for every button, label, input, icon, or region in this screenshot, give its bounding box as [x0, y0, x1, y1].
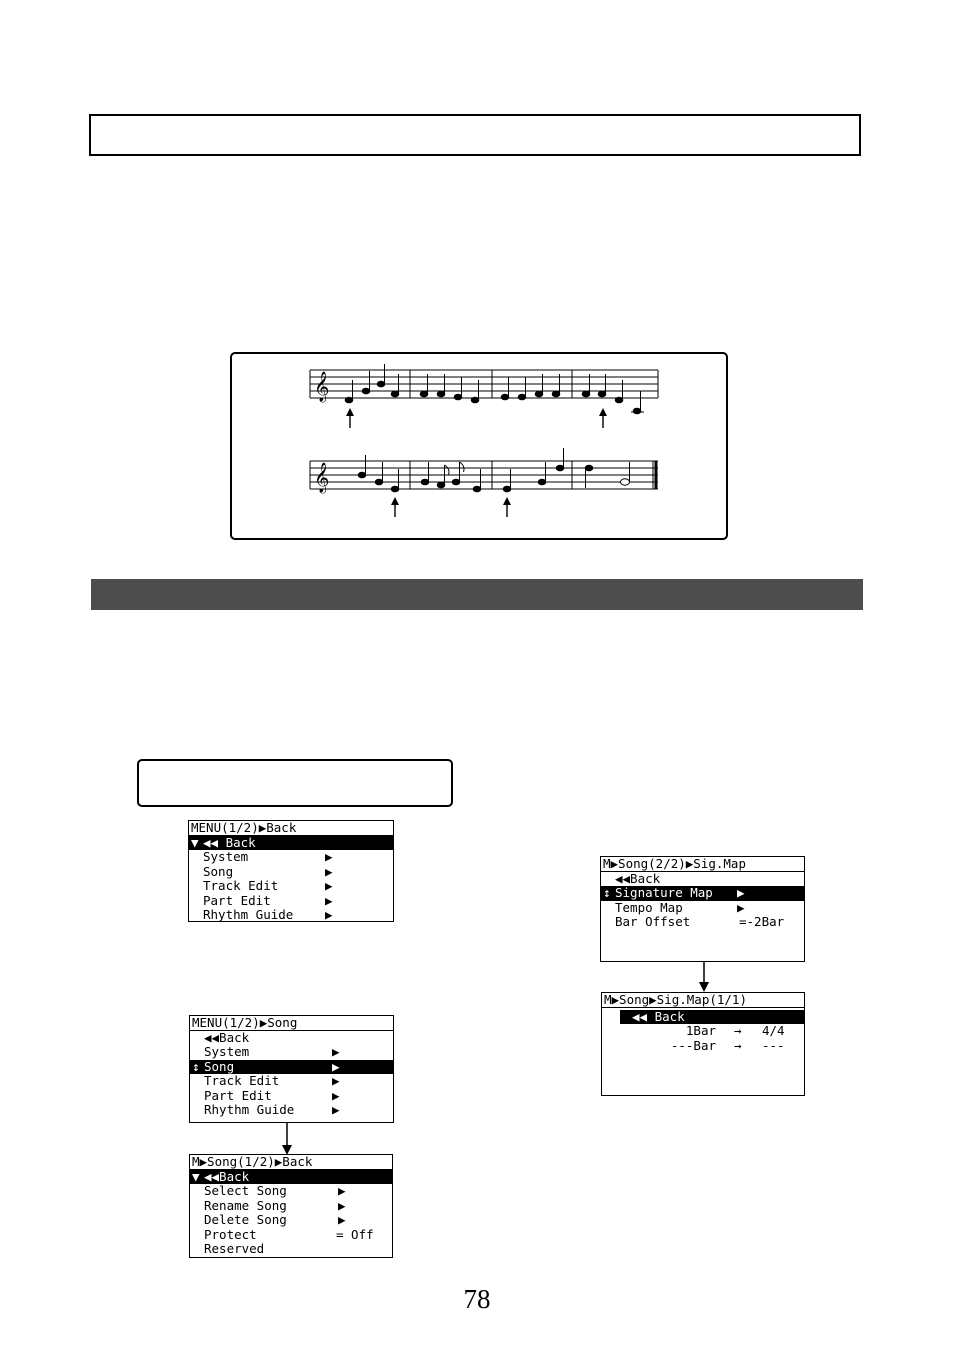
- scroll-marker-icon: ▼: [191, 835, 199, 850]
- lcd-row-label: Part Edit: [204, 1087, 272, 1103]
- down-arrow-icon: [697, 961, 711, 993]
- arrow-right-icon: →: [734, 1037, 742, 1053]
- lcd-row[interactable]: [602, 1010, 804, 1024]
- lcd-row-label: Select Song: [204, 1183, 287, 1199]
- svg-text:𝄞: 𝄞: [314, 463, 330, 493]
- scroll-marker-icon: ↕: [192, 1058, 200, 1074]
- lcd-row[interactable]: [601, 886, 804, 900]
- lcd-row[interactable]: [190, 1060, 393, 1074]
- lcd-sigmap-list: [601, 992, 805, 1096]
- lcd-row-label: Reserved: [204, 1240, 265, 1256]
- arrow-right-icon: →: [734, 1023, 742, 1039]
- submenu-arrow-icon: ▶: [338, 1212, 346, 1228]
- lcd-song-back: [189, 1154, 393, 1258]
- lcd-row[interactable]: [601, 872, 804, 886]
- lcd-row-label: Song: [203, 863, 234, 879]
- scroll-marker-icon: ↕: [603, 885, 611, 901]
- lcd-row-label: ◀◀ Back: [632, 1009, 685, 1024]
- lcd-row-value: = Off: [336, 1226, 374, 1242]
- submenu-arrow-icon: ▶: [325, 892, 333, 908]
- step-callout-box: [137, 759, 453, 807]
- lcd-row[interactable]: [190, 1242, 392, 1256]
- submenu-arrow-icon: ▶: [325, 878, 333, 894]
- lcd-row-label: ◀◀Back: [204, 1030, 250, 1045]
- submenu-arrow-icon: ▶: [325, 863, 333, 879]
- lcd-row[interactable]: [190, 1031, 393, 1045]
- lcd-header: MENU(1/2)▶Song: [190, 1016, 393, 1031]
- lcd-row[interactable]: [190, 1074, 393, 1088]
- lcd-menu-song: [189, 1015, 394, 1123]
- submenu-arrow-icon: ▶: [338, 1183, 346, 1199]
- lcd-menu-back: [188, 820, 394, 922]
- lcd-header: MENU(1/2)▶Back: [189, 821, 393, 836]
- submenu-arrow-icon: ▶: [737, 899, 745, 915]
- lcd-header: M▶Song▶Sig.Map(1/1): [602, 993, 804, 1008]
- submenu-arrow-icon: ▶: [332, 1058, 340, 1074]
- lcd-row[interactable]: [602, 1024, 804, 1038]
- lcd-row[interactable]: [190, 1184, 392, 1198]
- lcd-row[interactable]: [190, 1103, 393, 1117]
- music-score: [232, 354, 726, 538]
- lcd-row-label: ◀◀Back: [615, 871, 661, 886]
- lcd-song-sigmap: [600, 856, 805, 962]
- lcd-row-label: Track Edit: [203, 878, 279, 894]
- bar-number: ---Bar: [670, 1037, 716, 1053]
- lcd-row-label: ◀◀ Back: [203, 835, 256, 850]
- lcd-row-value: =-2Bar: [739, 914, 785, 930]
- submenu-arrow-icon: ▶: [338, 1197, 346, 1213]
- lcd-row[interactable]: [601, 901, 804, 915]
- lcd-row-label: Part Edit: [203, 892, 271, 908]
- lcd-row-label: Signature Map: [615, 885, 713, 901]
- lcd-row[interactable]: [189, 850, 393, 864]
- lcd-row[interactable]: [189, 908, 393, 922]
- lcd-header: M▶Song(1/2)▶Back: [190, 1155, 392, 1170]
- svg-text:𝄞: 𝄞: [314, 372, 330, 402]
- submenu-arrow-icon: ▶: [325, 849, 333, 865]
- submenu-arrow-icon: ▶: [332, 1073, 340, 1089]
- submenu-arrow-icon: ▶: [332, 1087, 340, 1103]
- lcd-row-label: Rename Song: [204, 1197, 287, 1213]
- down-arrow-icon: [280, 1122, 294, 1156]
- signature-value: ---: [762, 1037, 785, 1053]
- submenu-arrow-icon: ▶: [332, 1101, 340, 1117]
- lcd-row-label: Song: [204, 1058, 235, 1074]
- lcd-row-label: Delete Song: [204, 1212, 287, 1228]
- lcd-row[interactable]: [189, 879, 393, 893]
- lcd-row-label: Bar Offset: [615, 914, 691, 930]
- lcd-row[interactable]: [189, 865, 393, 879]
- lcd-row[interactable]: [190, 1199, 392, 1213]
- music-example-panel: [230, 352, 728, 540]
- submenu-arrow-icon: ▶: [737, 885, 745, 901]
- submenu-arrow-icon: ▶: [332, 1044, 340, 1060]
- scroll-marker-icon: ▼: [192, 1169, 200, 1184]
- lcd-row[interactable]: [190, 1228, 392, 1242]
- lcd-row[interactable]: [190, 1045, 393, 1059]
- lcd-row-label: System: [204, 1044, 250, 1060]
- lcd-row[interactable]: [602, 1039, 804, 1053]
- lcd-row[interactable]: [601, 915, 804, 929]
- lcd-row[interactable]: [190, 1170, 392, 1184]
- lcd-row[interactable]: [190, 1089, 393, 1103]
- lcd-header: M▶Song(2/2)▶Sig.Map: [601, 857, 804, 872]
- lcd-row-label: Track Edit: [204, 1073, 280, 1089]
- page-number: 78: [463, 1284, 491, 1314]
- lcd-row-label: ◀◀Back: [204, 1169, 250, 1184]
- lcd-row[interactable]: [190, 1213, 392, 1227]
- lcd-row[interactable]: [189, 894, 393, 908]
- section-title-box: [89, 114, 861, 156]
- lcd-row-label: Tempo Map: [615, 899, 683, 915]
- lcd-row-label: System: [203, 849, 249, 865]
- section-heading-bar: [91, 579, 863, 610]
- bar-number: 1Bar: [685, 1023, 716, 1039]
- lcd-row[interactable]: [189, 836, 393, 850]
- submenu-arrow-icon: ▶: [325, 906, 333, 922]
- lcd-row-label: Rhythm Guide: [203, 906, 294, 922]
- lcd-row-label: Protect: [204, 1226, 257, 1242]
- signature-value: 4/4: [762, 1023, 785, 1039]
- lcd-row-label: Rhythm Guide: [204, 1101, 295, 1117]
